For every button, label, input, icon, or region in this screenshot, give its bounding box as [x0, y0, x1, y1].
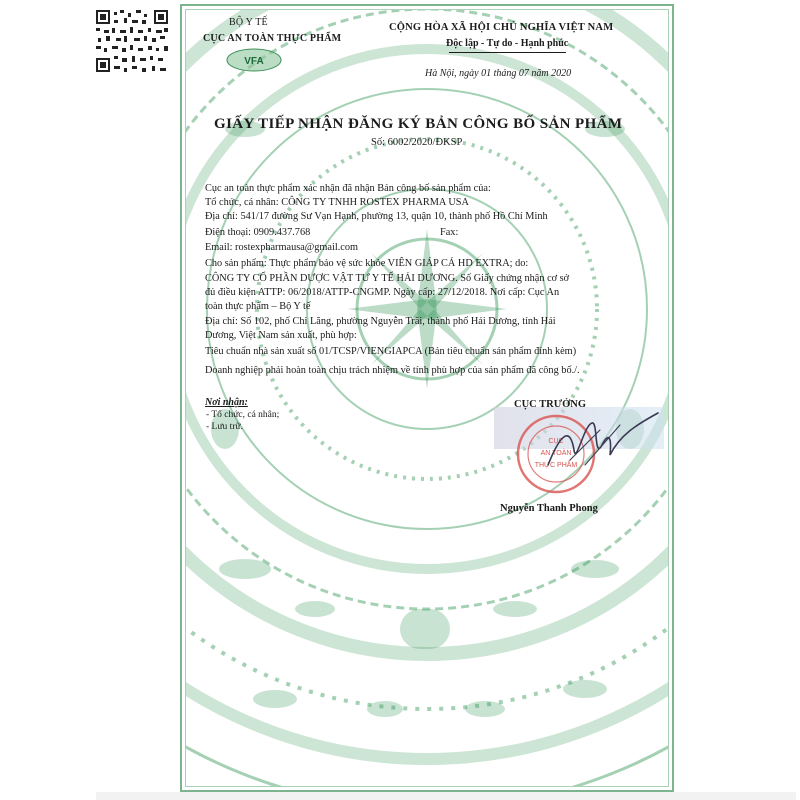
manufacturer-line-1: CÔNG TY CỔ PHẦN DƯỢC VẬT TƯ Y TẾ HẢI DƯƠNG. Số Giấy chứng nhận cơ sở [205, 273, 570, 284]
director-name: Nguyễn Thanh Phong [500, 503, 598, 514]
vfa-logo-text: VFA [244, 56, 264, 67]
product-line: Cho sản phẩm: Thực phẩm bảo vệ sức khỏe VIÊN GIÁP CÁ HD EXTRA; do: [205, 258, 529, 269]
org-phone: Điện thoại: 0909.437.768 [205, 227, 311, 238]
manufacturer-line-2: đủ điều kiện ATTP: 06/2018/ATTP-CNGMP. Ngày cấp: 27/12/2018. Nơi cấp: Cục An [205, 287, 560, 298]
mfr-address-line-2: Dương, Việt Nam sản xuất, phù hợp: [205, 330, 357, 341]
organization: Tổ chức, cá nhân: CÔNG TY TNHH ROSTEX PHARMA USA [205, 197, 469, 208]
recipient-item: - Tổ chức, cá nhân; [206, 410, 280, 420]
director-title: CỤC TRƯỞNG [514, 399, 587, 410]
national-motto: Độc lập - Tự do - Hạnh phúc [446, 38, 569, 49]
department-name: CỤC AN TOÀN THỰC PHẨM [203, 33, 342, 44]
document-title: GIẤY TIẾP NHẬN ĐĂNG KÝ BẢN CÔNG BỐ SẢN PHẨM [214, 116, 623, 132]
svg-text:AN TOÀN: AN TOÀN [540, 450, 572, 457]
qr-code-icon [94, 8, 170, 74]
manufacturer-line-3: toàn thực phẩm – Bộ Y tế [205, 301, 311, 312]
mfr-address-line-1: Địa chỉ: Số 102, phố Chi Lăng, phường Nguyễn Trãi, thành phố Hải Dương, tỉnh Hải [205, 316, 556, 327]
document-number: Số: 6002/2020/ĐKSP [371, 137, 463, 148]
place-date: Hà Nội, ngày 01 tháng 07 năm 2020 [425, 68, 572, 79]
recipient-item: - Lưu trữ. [206, 422, 243, 432]
vfa-logo-icon [225, 47, 283, 73]
responsibility-line: Doanh nghiệp phải hoàn toàn chịu trách nhiệm về tính phù hợp của sản phẩm đã công bố./. [205, 365, 580, 376]
motto-underline [449, 52, 566, 53]
intro-text: Cục an toàn thực phẩm xác nhận đã nhận Bản công bố sản phẩm của: [205, 183, 491, 194]
standard-line: Tiêu chuẩn nhà sản xuất số 01/TCSP/VIENGIAPCA (Bản tiêu chuẩn sản phẩm đính kèm) [205, 346, 577, 357]
ministry-name: BỘ Y TẾ [229, 17, 268, 28]
svg-text:CỤC: CỤC [548, 438, 564, 445]
svg-text:THỰC PHẨM: THỰC PHẨM [534, 462, 578, 469]
org-email: Email: rostexpharmausa@gmail.com [205, 242, 359, 253]
bottom-scroll-strip [96, 792, 796, 800]
org-fax: Fax: [440, 227, 459, 238]
republic-heading: CỘNG HÒA XÃ HỘI CHỦ NGHĨA VIỆT NAM [389, 22, 614, 33]
org-address: Địa chỉ: 541/17 đường Sư Vạn Hạnh, phường 13, quận 10, thành phố Hồ Chí Minh [205, 211, 548, 222]
signature-icon [540, 405, 670, 485]
recipients-heading: Nơi nhận: [205, 397, 248, 408]
